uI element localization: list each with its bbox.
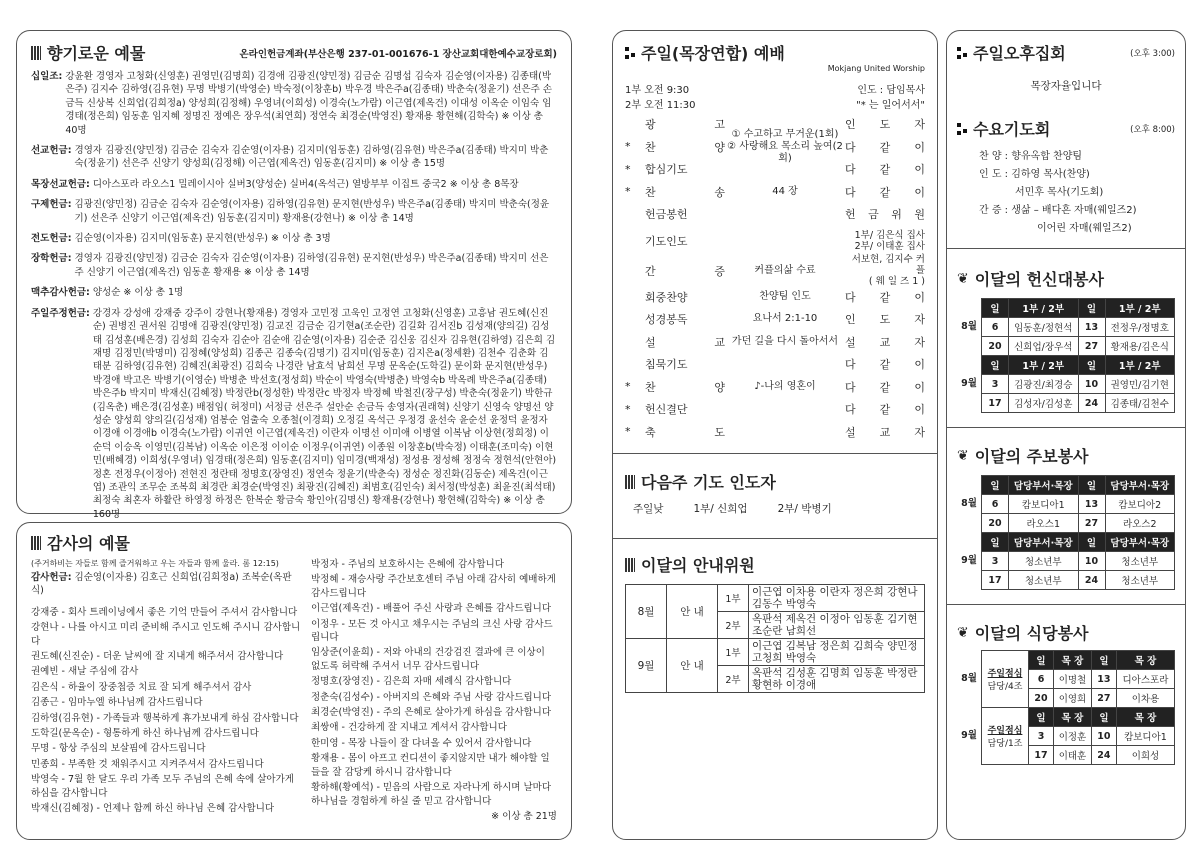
cafeteria-title: ❦ 이달의 식당봉사 (957, 624, 1089, 643)
thanks-item: 최경순(박영진) - 주의 은혜로 살아가게 하심을 감사합니다 (311, 707, 552, 719)
order-leader: 1부/ 김은식 집사 2부/ 이태훈 집사 (854, 229, 925, 252)
cafeteria-cell: 이차용 (1116, 689, 1174, 708)
offering-section (31, 198, 557, 225)
thanks-item: 김종근 - 임마누엘 하나님께 감사드립니다 (31, 697, 203, 709)
order-row (625, 331, 925, 354)
stand-marker: * (625, 140, 631, 154)
offering-names: 김광진(양민정) 김금순 김숙자 김순영(이자용) 김하영(김유현) 문지현(반성우) 박은주a(김종태) 박지미 박춘숙(정윤기) 선은주 신양기 이근엽(제옥건) 임동훈(김지미) 황재용(강현나) ※ 이상 총 14명 (74, 199, 550, 224)
account-info: 온라인헌금계좌(부산은행 237-01-001676-1 장산교회대한예수교장로회) (239, 48, 557, 60)
duty-row (957, 514, 1175, 533)
duty-row (957, 571, 1175, 590)
cafeteria-cell: 24 (1091, 746, 1116, 765)
guides-month: 8월 (626, 585, 667, 639)
stand-note: "* 는 일어서서" (856, 100, 925, 111)
duty-header: 1부 / 2부 (1105, 299, 1175, 318)
duty-header: 일 (982, 299, 1009, 318)
duty-cell: 24 (1078, 394, 1105, 413)
guides-names: 옥판석 김성훈 김명희 임동훈 박정란 황현하 이경애 (749, 666, 925, 693)
worship-leader: 인도 : 담임목사 (857, 85, 925, 96)
cafeteria-header: 목 장 (1116, 708, 1174, 727)
worship-title: 주일(목장연합) 예배 (625, 41, 925, 64)
duty-header: 1부 / 2부 (1009, 299, 1079, 318)
offering-section (31, 70, 557, 137)
thanks-item: 김은식 - 하율이 장중첩증 치료 잘 되게 해주셔서 감사 (31, 681, 252, 693)
duty-header-row (957, 533, 1175, 552)
duty-row (957, 394, 1175, 413)
duty-row (957, 552, 1175, 571)
duty-cell: 청소년부 (1105, 552, 1175, 571)
thanks-item: 한미영 - 목장 나들이 잘 다녀올 수 있어서 감사합니다 (311, 737, 532, 749)
duty-row (957, 375, 1175, 394)
thanks-item: 정명호(장영진) - 김은희 자매 세례식 감사합니다 (311, 676, 512, 688)
duty-cell: 13 (1078, 318, 1105, 337)
duty-cell: 청소년부 (1009, 552, 1079, 571)
order-leader: 다 같 이 (845, 185, 925, 199)
sunday-pm-time: (오후 3:00) (1130, 48, 1175, 59)
cafeteria-label (982, 651, 1029, 708)
duty-header: 일 (982, 476, 1009, 495)
thanks-item: 임상준(이윤희) - 저와 아내의 건강검진 결과에 큰 이상이 없도록 허락해 주셔서 너무 감사드립니다 (311, 647, 545, 672)
thanks-item: 최쌍애 - 건강하게 잘 지내고 계셔서 감사합니다 (311, 722, 507, 734)
thanks-panel (16, 522, 572, 840)
thanks-item: 황하해(황예석) - 믿음의 사람으로 자라나게 하시며 날마다 하나님을 경험하게 하실 줄 믿고 감사합니다 (311, 782, 552, 807)
order-item: 회중찬양 (645, 290, 688, 304)
cafeteria-cell: 20 (1029, 689, 1054, 708)
thanks-item: 이근엽(제옥건) - 배풀어 주신 사랑과 은혜를 감사드립니다 (311, 603, 552, 615)
guides-role: 안 내 (667, 585, 718, 639)
offering-names: 디아스포라 라오스1 밀레이시아 실버3(양성순) 실버4(옥석근) 열방부부 이집트 중국2 ※ 이상 총 8목장 (92, 178, 519, 190)
duty-header: 일 (1078, 356, 1105, 375)
duty-month: 9월 (961, 555, 977, 566)
order-detail: 요나서 2:1-10 (752, 313, 818, 325)
duty-cell: 24 (1078, 571, 1105, 590)
duty-cell: 6 (982, 495, 1009, 514)
bars-icon (31, 536, 41, 550)
offering-names: 강경자 강성애 강재중 강주이 강현나(황재용) 경영자 고민정 고욱인 고정연 고청화(신영훈) 고흥남 권도혜(신진순) 권병진 권서원 김명애 김광진(양민정) 김교진 김금순 김기현a(조순란) 김길화 김서진b 김성재(양의길) 김성태 김성훈(배은경) 김성희 김숙자 김순아 김순애 김순영(이자용) 김순준 김신웅 김신자 김유현(김하영) 김은희 김재명 김정민(박명미) 김정혜(양성희) 김종곤 김종숙(김명기) 김지미(임동훈) 김지은a(정세환) 김천수 김춘화 김태분 김하영(김유현) 김혜진(최광진) 김희숙 나경란 남효석 남희선 무명 문옥순(도학길) 문이화 문지현(반성우) 박경애 박고은 박병기(이영순) 박병춘 박선호(정성희) 박순이 박영숙(박병춘) 박영숙b 박옥례 박은주a(김종태) 박은주b 박지미 박재신(김혜정) 박정란b(정성한) 박정란c 박정자 박정혜 박철진(장구성) 박춘숙(정윤기) 박한규(김옥춘) 배은경(김성훈) 배점임( 허정미) 서정금 선은주 설안순 손금득 송영자(권래혁) 신양기 신영숙 양명선 양성순 양성희 양의길(김성재) 엄봉순 엄출숙 오종철(이경희) 오정길 옥석근 우정경 윤선숙 윤순선 윤정덕 윤정자 이경애 이경애b 이경숙(노가람) 이귀연 이근엽(제옥건) 이란자 이명선 이미애 이병열 이복남 이상현(정희정) 이순덕 이승옥 이영민(김복남) 이옥순 이은정 이이순 이정우(이귀연) 이종원 이창훈b(박숙정) 이태훈(조미숙) 이현민(배혜경) 이희성(우영녀) 임경태(정은희) 임동훈(김지미) 임미경(백재성) 정성용 정성해 정정숙 정현석(안현아) 정혼 전정우(이정아) 전현진 정란태 정명호(장영진) 정연숙 정윤기(박춘숙) 정성순 정진화(김동순) 제옥건(이근엽) 조관익 조무순 조복희 최경란 최경순(박영진) 최광진(김혜진) 최범호(김인숙) 최서정(박성훈) 최윤진(최석태) 최정숙 최혼자 하활란 하영정 하정은 한복순 황금숙 황인아(김명신) 황재용(강현나) 황현해(김학숙) ※ 이상 총 160명 (92, 307, 557, 520)
thanks-item: 정춘숙(김성수) - 아버지의 은혜와 주님 사랑 감사드립니다 (311, 691, 552, 703)
order-item: 축 도 (645, 425, 725, 439)
duty-cell: 13 (1078, 495, 1105, 514)
stand-marker: * (625, 380, 631, 394)
duty-header: 일 (1078, 476, 1105, 495)
wednesday-line: 찬 양 : 향유옥합 찬양팀 (979, 151, 1083, 162)
cafeteria-header: 일 (1029, 708, 1054, 727)
order-row (625, 256, 925, 286)
thanks-item: 김하영(김유현) - 가족들과 행복하게 휴가보내게 하심 감사합니다 (31, 712, 299, 724)
guides-svc: 1부 (718, 585, 749, 612)
wednesday-line: 이어린 자매(웨일즈2) (1037, 223, 1132, 234)
offering-section (31, 286, 557, 299)
duty-cell: 10 (1078, 375, 1105, 394)
guides-row (626, 585, 925, 612)
cafeteria-cell: 3 (1029, 727, 1054, 746)
thanks-col2 (311, 558, 557, 823)
thanks-item: 박정혜 - 재승사랑 주간보호센터 주님 아래 감사히 예배하게 감사드립니다 (311, 574, 556, 599)
order-leader: 다 같 이 (845, 380, 925, 394)
duty-cell: 전정우/정명호 (1105, 318, 1175, 337)
order-leader: 다 같 이 (845, 403, 925, 417)
order-row (625, 203, 925, 226)
thanks-item: 박정자 - 주님의 보호하시는 은혜에 감사합니다 (311, 559, 504, 570)
cafeteria-table (957, 650, 1175, 765)
order-leader: 서보현, 김지수 커플 ( 웨 일 즈 1 ) (851, 254, 925, 287)
offering-label: 주일주정헌금: (31, 307, 90, 319)
duty-cell: 라오스2 (1105, 514, 1175, 533)
duty-cell: 17 (982, 571, 1009, 590)
duty-cell: 권영민/김기현 (1105, 375, 1175, 394)
guides-table (625, 584, 925, 693)
offering-panel (16, 30, 572, 520)
duty-cell: 6 (982, 318, 1009, 337)
duty-cell: 27 (1078, 514, 1105, 533)
order-row (625, 128, 925, 164)
order-row (625, 286, 925, 309)
thanks-col1 (31, 558, 301, 823)
sunday-pm-title: 주일오후집회 (957, 41, 1066, 64)
duty-cell: 17 (982, 394, 1009, 413)
duty-header: 담당부서·목장 (1009, 476, 1079, 495)
order-item: 찬 양 (645, 140, 725, 154)
bars-icon (625, 475, 635, 489)
cafeteria-cell: 디아스포라 (1116, 670, 1174, 689)
devotion-table (957, 298, 1175, 413)
next-prayer-p1: 1부/ 신희업 (693, 503, 748, 515)
duty-header-row (957, 476, 1175, 495)
order-row (625, 353, 925, 376)
duty-header-row (957, 356, 1175, 375)
guides-names: 이근엽 이차용 이란자 정은희 강현나 김동수 박영숙 (749, 585, 925, 612)
thanks-verse: (주거하비는 자들로 함께 즐거워하고 우는 자들과 함께 울라. 롬 12:15) (31, 559, 279, 568)
duty-header: 담당부서·목장 (1105, 476, 1175, 495)
wednesday-line: 서민후 목사(기도회) (1015, 187, 1104, 198)
next-prayer-p2: 2부/ 박병기 (777, 503, 832, 515)
duty-cell: 캄보디아1 (1009, 495, 1079, 514)
duty-cell: 김성자/김성훈 (1009, 394, 1079, 413)
duty-header: 담당부서·목장 (1105, 533, 1175, 552)
square-bullet-icon (957, 47, 967, 59)
duty-cell: 신희업/장우석 (1009, 337, 1079, 356)
order-item: 성경봉독 (645, 313, 688, 327)
bulletin-table (957, 475, 1175, 590)
duty-month: 8월 (961, 498, 977, 509)
order-item: 간 증 (645, 264, 725, 278)
order-detail: 커플의삶 수료 (754, 264, 816, 276)
order-item: 찬 양 (645, 380, 725, 394)
duty-cell: 3 (982, 552, 1009, 571)
offering-label: 장학헌금: (31, 253, 72, 265)
thanks-item: 권예빈 - 새날 주심에 감사 (31, 666, 139, 678)
duty-cell: 27 (1078, 337, 1105, 356)
guides-svc: 1부 (718, 639, 749, 666)
duty-row (957, 337, 1175, 356)
duty-month: 9월 (961, 378, 977, 389)
guides-names: 옥판석 제옥건 이정아 임동훈 김기현 조순란 남희선 (749, 612, 925, 639)
guides-title: 이달의 안내위원 (625, 553, 925, 576)
order-row (625, 421, 925, 444)
bulletin-title: ❦ 이달의 주보봉사 (957, 447, 1089, 466)
order-row (625, 226, 925, 256)
thanks-item: 박재신(김혜정) - 언제나 함께 하신 하나님 은혜 감사합니다 (31, 803, 275, 815)
cafeteria-label-sub: 담당/1조 (987, 739, 1023, 749)
order-leader: 다 같 이 (845, 290, 925, 304)
order-leader: 헌 금 위 원 (845, 208, 925, 222)
offering-names: 강윤환 경영자 고청화(신영훈) 권영민(김명희) 김경애 김광진(양민정) 김금순 김명섭 김숙자 김순영(이자용) 김종태(박은주) 김지수 김하영(김유현) 무명 박병기(박영순) 박숙정(이창훈b) 박우경 박은주a(김종태) 박춘숙(정윤기) 선은주 손금득 신상복 신희업(김희정a) 양성희(김정해) 우영녀(이희성) 이경숙(노가람) 이근엽(제옥건) 이대성 이옥순 이임숙 임경태(정은희) 임동훈 임지혜 정명진 정예은 장우석(최연희) 정연숙 최경순(박영진) 황재용 황현해(김학숙) ※ 이상 총 40명 (65, 71, 552, 136)
worship-subtitle: Mokjang United Worship (827, 64, 925, 73)
duty-header: 담당부서·목장 (1009, 533, 1079, 552)
cafeteria-month: 9월 (961, 730, 977, 741)
duty-cell: 라오스1 (1009, 514, 1079, 533)
wednesday-time: (오후 8:00) (1130, 124, 1175, 135)
offering-names: 경영자 김광진(양민정) 김금순 김숙자 김순영(이자용) 김지미(임동훈) 김하영(김유현) 박은주a(김종태) 박지미 박춘숙(정윤기) 선은주 신양기 양성희(김정해) 이근엽(제옥건) 임동훈(김지미) ※ 이상 총 15명 (74, 145, 549, 170)
order-row (625, 376, 925, 399)
order-item: 헌신결단 (645, 403, 688, 417)
order-leader: 다 같 이 (845, 140, 925, 154)
offering-label: 구제헌금: (31, 199, 72, 211)
devotion-title: ❦ 이달의 헌신대봉사 (957, 270, 1104, 289)
offering-label: 맥추감사헌금: (31, 287, 90, 299)
sunday-pm-text: 목장자율입니다 (1030, 80, 1102, 92)
duty-header: 일 (1078, 299, 1105, 318)
stand-marker: * (625, 425, 631, 439)
thanks-label: 감사헌금: (31, 572, 72, 583)
worship-panel (612, 30, 938, 840)
stand-marker: * (625, 402, 631, 416)
order-leader: 인 도 자 (845, 313, 925, 327)
duty-cell: 3 (982, 375, 1009, 394)
order-leader: 다 같 이 (845, 358, 925, 372)
duty-row (957, 495, 1175, 514)
time-1: 1부 오전 9:30 (625, 85, 690, 96)
heart-icon: ❦ (957, 624, 969, 641)
next-prayer-title: 다음주 기도 인도자 (625, 470, 925, 493)
duty-cell: 20 (982, 514, 1009, 533)
duty-header: 일 (1078, 533, 1105, 552)
duty-cell: 청소년부 (1009, 571, 1079, 590)
cafeteria-label-main: 주일점심 (987, 726, 1023, 736)
duty-cell: 임동훈/정현석 (1009, 318, 1079, 337)
order-item: 침묵기도 (645, 358, 688, 372)
cafeteria-label (982, 708, 1029, 765)
cafeteria-header: 목 장 (1054, 651, 1092, 670)
duty-cell: 황재용/김은식 (1105, 337, 1175, 356)
order-row (625, 398, 925, 421)
cafeteria-header: 일 (1029, 651, 1054, 670)
thanks-item: 민종희 - 부족한 것 채워주시고 지켜주셔서 감사드립니다 (31, 758, 264, 770)
thanks-item: 박영숙 - 7월 한 달도 우리 가족 모두 주님의 은혜 속에 살아가게 하심을 감사합니다 (31, 774, 294, 799)
cafeteria-cell: 캄보디아1 (1116, 727, 1174, 746)
next-prayer-day: 주일낮 (633, 503, 664, 515)
order-item: 설 교 (645, 335, 725, 349)
cafeteria-header: 목 장 (1116, 651, 1174, 670)
guides-role: 안 내 (667, 639, 718, 693)
square-bullet-icon (957, 123, 967, 135)
offering-title: 향기로운 예물 (31, 41, 145, 64)
wednesday-title: 수요기도회 (957, 117, 1050, 140)
heart-icon: ❦ (957, 270, 969, 287)
cafeteria-header: 일 (1091, 708, 1116, 727)
wednesday-line: 인 도 : 김하영 목사(찬양) (979, 169, 1090, 180)
cafeteria-cell: 13 (1091, 670, 1116, 689)
bars-icon (31, 46, 41, 60)
duty-cell: 10 (1078, 552, 1105, 571)
duty-cell: 김광진/최경승 (1009, 375, 1079, 394)
guides-names: 이근엽 김복남 정은희 김희숙 양민정 고청희 박영숙 (749, 639, 925, 666)
offering-section (31, 307, 557, 522)
cafeteria-cell: 10 (1091, 727, 1116, 746)
offering-label: 목장선교헌금: (31, 178, 90, 190)
cafeteria-month: 8월 (961, 673, 977, 684)
thanks-names: 김순영(이자용) 김호근 신희업(김희정a) 조복순(옥판식) (31, 572, 292, 597)
order-item: 합심기도 (645, 163, 688, 177)
offering-section (31, 252, 557, 279)
offering-section (31, 232, 557, 245)
guides-svc: 2부 (718, 612, 749, 639)
cafeteria-cell: 이영희 (1054, 689, 1092, 708)
time-2: 2부 오전 11:30 (625, 100, 696, 111)
duty-header: 일 (982, 533, 1009, 552)
thanks-item: 강재중 - 회사 트레이닝에서 좋은 기억 만들어 주셔서 감사합니다 (31, 606, 298, 618)
cafeteria-cell: 이태훈 (1054, 746, 1092, 765)
offering-names: 김순영(이자용) 김지미(임동훈) 문지현(반성우) ※ 이상 총 3명 (74, 233, 331, 245)
offering-label: 선교헌금: (31, 145, 72, 157)
order-leader: 다 같 이 (845, 163, 925, 177)
thanks-item: 무명 - 항상 주심의 보살핌에 감사드립니다 (31, 743, 206, 755)
offering-label: 십일조: (31, 71, 63, 82)
cafeteria-cell: 이정훈 (1054, 727, 1092, 746)
order-item: 기도인도 (645, 234, 688, 248)
order-detail: 찬양팀 인도 (759, 290, 811, 302)
duty-cell: 김종태/김천수 (1105, 394, 1175, 413)
wednesday-line: 간 증 : 생삶 – 배다흔 자매(웨일즈2) (979, 205, 1137, 216)
thanks-item: 권도혜(신진순) - 더운 날씨에 잘 지내게 해주셔서 감사합니다 (31, 651, 284, 663)
heart-icon: ❦ (957, 447, 969, 464)
square-bullet-icon (625, 47, 635, 59)
order-detail: ♪-나의 영혼이 (754, 380, 816, 392)
stand-marker: * (625, 185, 631, 199)
duty-header: 일 (982, 356, 1009, 375)
duty-cell: 캄보디아2 (1105, 495, 1175, 514)
thanks-total: ※ 이상 총 21명 (491, 810, 557, 822)
bars-icon (625, 558, 635, 572)
offering-label: 전도헌금: (31, 233, 72, 245)
stand-marker: * (625, 162, 631, 176)
thanks-item: 이정우 - 모든 것 아시고 채우시는 주님의 크신 사랑 감사드립니다 (311, 618, 553, 644)
order-item: 헌금봉헌 (645, 208, 688, 222)
order-item: 광 고 (645, 118, 725, 132)
offering-section (31, 144, 557, 171)
order-leader: 인 도 자 (845, 118, 925, 132)
thanks-item: 도학길(문옥순) - 형통하게 하신 하나님께 감사드립니다 (31, 728, 259, 740)
duty-row (957, 318, 1175, 337)
cafeteria-label-main: 주일점심 (987, 669, 1023, 679)
right-panel (946, 30, 1186, 840)
wednesday-lines (979, 148, 1175, 238)
thanks-item: 강현나 - 나를 아시고 미리 준비해 주시고 인도해 주시니 감사합니다 (31, 622, 301, 647)
thanks-title: 감사의 예물 (31, 531, 557, 554)
thanks-item: 황재용 - 몸이 아프고 컨디션이 좋지않지만 내가 해야할 일들을 잘 감당케 하시니 감사합니다 (311, 753, 550, 778)
order-leader: 설 교 자 (845, 425, 925, 439)
order-detail: 가던 길을 다시 돌아서서 (731, 335, 839, 347)
duty-header: 1부 / 2부 (1105, 356, 1175, 375)
cafeteria-cell: 이명철 (1054, 670, 1092, 689)
order-leader: 설 교 자 (845, 335, 925, 349)
duty-cell: 청소년부 (1105, 571, 1175, 590)
offering-names: 양성순 ※ 이상 총 1명 (92, 287, 184, 299)
offering-names: 경영자 김광진(양민정) 김금순 김숙자 김순영(이자용) 김하영(김유현) 문지현(반성우) 박은주a(김종태) 박지미 선은주 신양기 이근엽(제옥건) 임동훈 황재용 ※ 이상 총 14명 (74, 253, 549, 278)
cafeteria-cell: 이희성 (1116, 746, 1174, 765)
cafeteria-header: 목 장 (1054, 708, 1092, 727)
order-list (625, 113, 925, 443)
order-detail: 44 장 (772, 185, 798, 197)
guides-row (626, 639, 925, 666)
order-row (625, 308, 925, 331)
guides-month: 9월 (626, 639, 667, 693)
order-row (625, 181, 925, 204)
cafeteria-header-row (957, 708, 1175, 727)
duty-month: 8월 (961, 321, 977, 332)
order-item: 찬 송 (645, 185, 725, 199)
guides-svc: 2부 (718, 666, 749, 693)
order-detail: ① 수고하고 무거운(1회) ② 사랑해요 목소리 높여(2회) (727, 128, 843, 164)
offering-section (31, 178, 557, 191)
cafeteria-header: 일 (1091, 651, 1116, 670)
cafeteria-cell: 27 (1091, 689, 1116, 708)
duty-header-row (957, 299, 1175, 318)
duty-header: 1부 / 2부 (1009, 356, 1079, 375)
duty-cell: 20 (982, 337, 1009, 356)
offering-sections (31, 70, 557, 521)
cafeteria-cell: 6 (1029, 670, 1054, 689)
cafeteria-cell: 17 (1029, 746, 1054, 765)
cafeteria-label-sub: 담당/4조 (987, 682, 1023, 692)
cafeteria-header-row (957, 651, 1175, 670)
